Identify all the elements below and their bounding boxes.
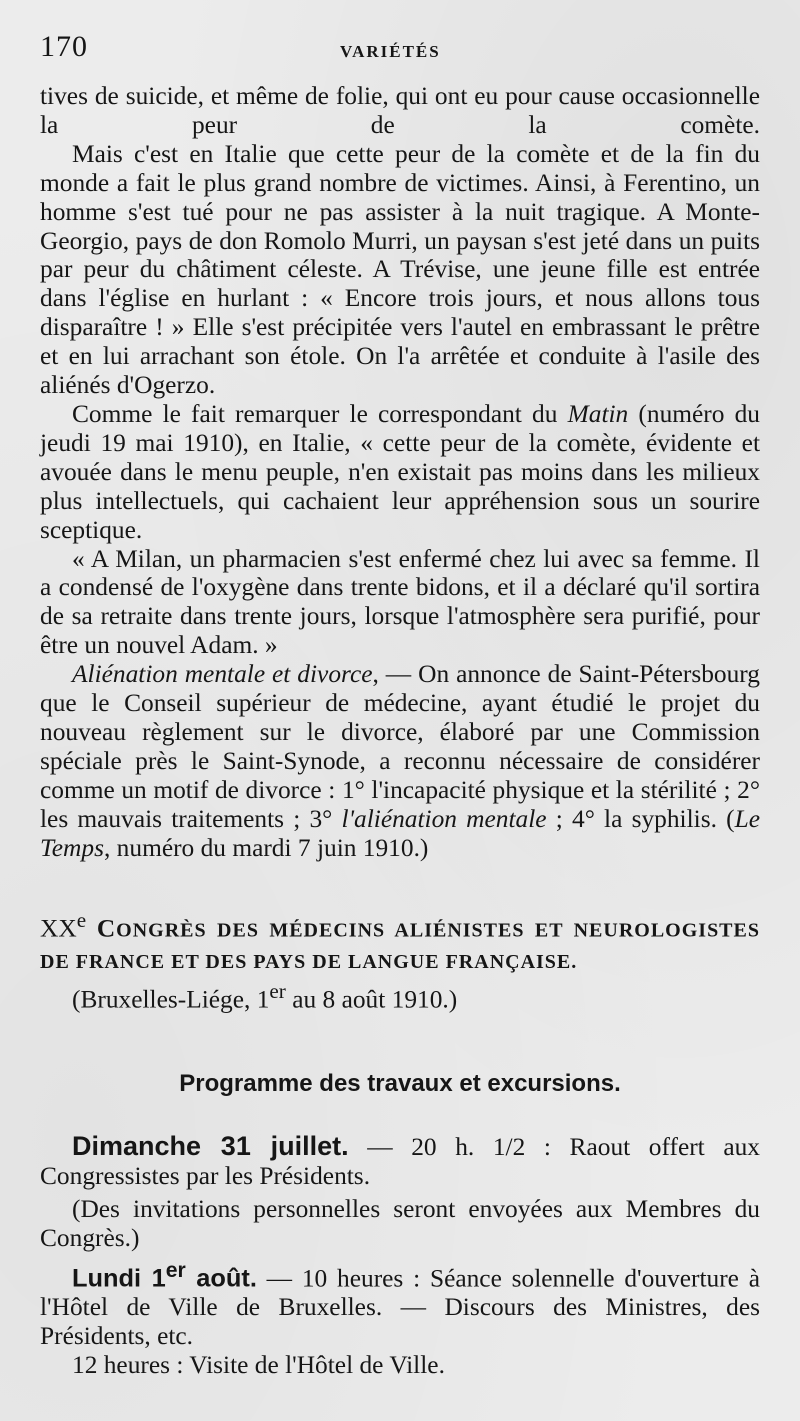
program-day-sunday bbox=[40, 1132, 760, 1191]
source-title: Matin bbox=[567, 399, 629, 428]
paragraph-text: « A Milan, un pharmacien s'est enfermé chez lui avec sa femme. Il a condensé de l'oxygène dans trente bidons, et il a déclaré qu'il sortira de sa retraite dans trente jours, lorsque l'atmosphère sera purifié, pour être un nouvel Adam. » bbox=[40, 544, 760, 660]
emphasis: l'aliénation mentale bbox=[341, 804, 547, 833]
paragraph-milan bbox=[40, 545, 760, 661]
section-heading: Aliénation mentale et divorce bbox=[72, 660, 373, 689]
body-text bbox=[40, 82, 760, 1380]
day-text: — 20 h. 1/2 : Raout offert aux Congressistes par les Présidents. bbox=[40, 1133, 761, 1191]
paragraph-italy bbox=[40, 140, 760, 400]
congress-place-suffix: er bbox=[269, 978, 286, 1003]
day-text: — 10 heures : Séance solennelle d'ouverture à l'Hôtel de Ville de Bruxelles. — Discours des Ministres, des Présidents, etc. bbox=[40, 1264, 760, 1351]
day-label: Dimanche 31 juillet. bbox=[72, 1131, 349, 1162]
note-text: (Des invitations personnelles seront envoyées aux Membres du Congrès.) bbox=[40, 1194, 760, 1252]
running-head bbox=[40, 30, 760, 70]
congress-title-initial: C bbox=[96, 914, 117, 943]
congress-place: (Bruxelles-Liége, 1 bbox=[72, 985, 270, 1014]
running-title: VARIÉTÉS bbox=[340, 42, 441, 61]
day-label-month: août. bbox=[185, 1264, 257, 1293]
paragraph-text: Mais c'est en Italie que cette peur de la comète et de la fin du monde a fait le plus grand nombre de victimes. Ainsi, à Ferentino, un homme s'est tué pour ne pas assister à la nuit tragique. A Monte-Georgio, pays de don Romolo Murri, un paysan s'est jeté dans un puits par peur du châtiment céleste. A Trévise, une jeune fille est entrée dans l'église en hurlant : « Encore trois jours, et nous allons tous disparaître ! » Elle s'est précipitée vers l'autel en embrassant le prêtre et en lui arrachant son étole. On l'a arrêtée et conduite à l'asile des aliénés d'Ogerzo. bbox=[40, 139, 760, 400]
program-title: Programme des travaux et excursions. bbox=[179, 1070, 621, 1098]
program-note-visit bbox=[40, 1351, 760, 1380]
day-label: Lundi 1 bbox=[72, 1264, 166, 1293]
program-note-invitations bbox=[40, 1195, 760, 1253]
paragraph-text: , — On annonce de Saint-Pétersbourg que le Conseil supérieur de médecine, ayant étudié le projet du nouveau règlement sur le divorce, élaboré par une Commission spéciale près le Saint-Synode, a reconnu nécessaire de considérer comme un motif de divorce : 1° l'incapacité physique et la stérilité ; 2° les mauvais traitements ; 3° bbox=[40, 660, 761, 833]
congress-place-dates bbox=[40, 977, 760, 1014]
paragraph-text: tives de suicide, et même de folie, qui ont eu pour cause occasionnelle la peur de la comète. bbox=[40, 82, 760, 139]
congress-number-suffix: e bbox=[76, 908, 87, 933]
paragraph-text: (numéro du jeudi 19 mai 1910), en Italie, « cette peur de la comète, évidente et avouée dans le menu peuple, n'en existait pas moins dans les milieux plus intellectuels, qui cachaient leur appréhension sous un sourire sceptique. bbox=[40, 399, 760, 544]
paragraph-text: , numéro du mardi 7 juin 1910.) bbox=[103, 833, 429, 862]
page-number: 170 bbox=[40, 30, 88, 63]
congress-dates: au 8 août 1910.) bbox=[285, 985, 458, 1014]
congress-number: XX bbox=[40, 914, 77, 943]
congress-heading bbox=[40, 906, 760, 976]
program-day-monday bbox=[40, 1257, 760, 1351]
paragraph-comet-suicide bbox=[40, 82, 760, 140]
paragraph-text: ; 4° la syphilis. ( bbox=[546, 804, 735, 833]
paragraph-divorce bbox=[40, 660, 760, 862]
paragraph-matin-quote bbox=[40, 400, 760, 545]
note-text: 12 heures : Visite de l'Hôtel de Ville. bbox=[72, 1350, 445, 1379]
day-label-suffix: er bbox=[165, 1258, 186, 1282]
congress-title: ONGRÈS DES MÉDECINS ALIÉNISTES ET NEUROLOGISTES DE FRANCE ET DES PAYS DE LANGUE FRANÇAISE. bbox=[40, 919, 760, 973]
paragraph-text: Comme le fait remarquer le correspondant du bbox=[72, 399, 568, 428]
source-title: Le Temps bbox=[40, 804, 761, 862]
